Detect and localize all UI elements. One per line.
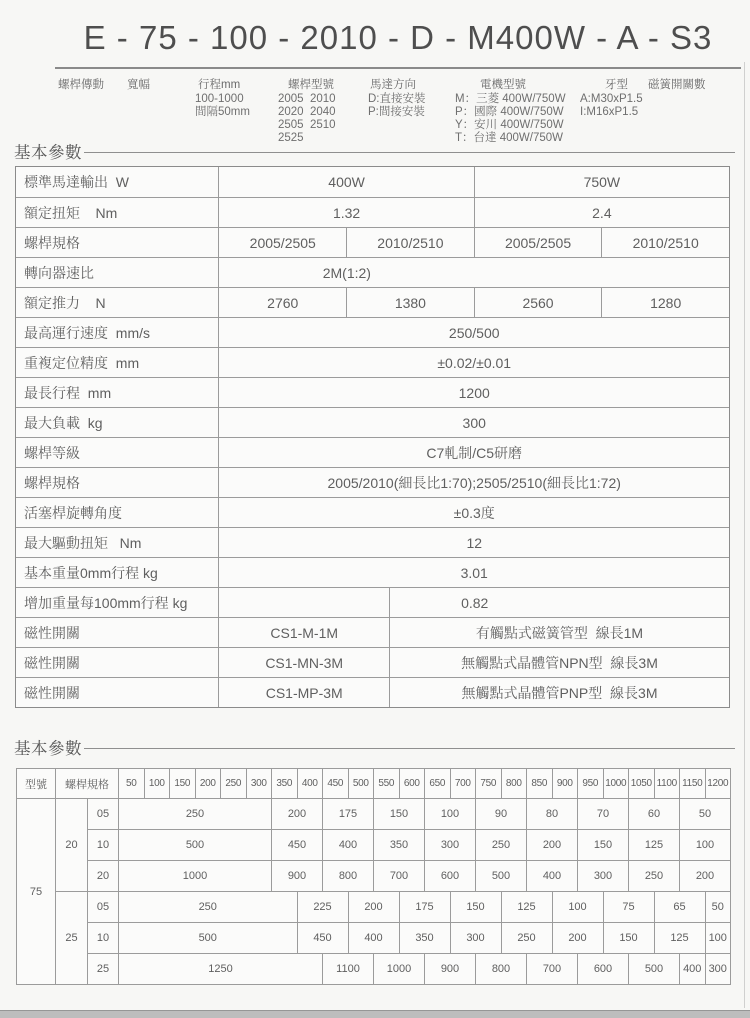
- legend-label-2: 行程mm: [198, 79, 241, 91]
- load-table-wrap: [16, 768, 731, 985]
- spec-row-label: 最大負載 kg: [24, 414, 103, 431]
- legend-label-7: 磁簧開關數: [648, 79, 706, 91]
- load-header-stroke: 900: [552, 769, 578, 799]
- load-value-cell: 500: [119, 923, 298, 954]
- spec-row-label: 螺桿規格: [24, 474, 80, 491]
- load-header-model: 型號: [17, 769, 56, 799]
- load-value-cell: 200: [272, 799, 323, 830]
- load-value-cell: 400: [527, 861, 578, 892]
- page-bottom-bar: [0, 1010, 750, 1018]
- load-pitch-cell: 25: [88, 954, 119, 985]
- legend-line: 2505 2510: [278, 119, 336, 131]
- load-value-cell: 125: [654, 923, 705, 954]
- spec-row-label: 活塞桿旋轉角度: [24, 504, 122, 521]
- load-pitch-cell: 10: [88, 923, 119, 954]
- spec-row: [16, 497, 729, 527]
- spec-row-label: 最大驅動扭矩 Nm: [24, 534, 142, 551]
- legend-line: M：三菱 400W/750W: [455, 93, 566, 105]
- load-value-cell: 350: [374, 830, 425, 861]
- load-value-cell: 150: [603, 923, 654, 954]
- load-value-cell: 300: [425, 830, 476, 861]
- load-table-row: [17, 799, 731, 830]
- load-value-cell: 175: [399, 892, 450, 923]
- legend-line: 2525: [278, 132, 304, 144]
- load-header-stroke: 1050: [629, 769, 655, 799]
- load-header-stroke: 750: [476, 769, 502, 799]
- load-value-cell: 65: [654, 892, 705, 923]
- legend-line: 100-1000: [195, 93, 244, 105]
- load-lead-cell: 20: [56, 799, 88, 892]
- spec-row: [16, 437, 729, 467]
- spec-row-label: 增加重量每100mm行程 kg: [24, 594, 188, 611]
- spec-row: [16, 647, 729, 677]
- load-value-cell: 700: [527, 954, 578, 985]
- load-header-stroke: 1100: [654, 769, 680, 799]
- load-header-stroke: 250: [221, 769, 247, 799]
- spec-row: [16, 557, 729, 587]
- spec-row-label: 磁性開關: [24, 654, 80, 671]
- load-value-cell: 250: [119, 892, 298, 923]
- load-header-stroke: 200: [195, 769, 221, 799]
- legend-line: A:M30xP1.5: [580, 93, 643, 105]
- load-value-cell: 900: [425, 954, 476, 985]
- spec-table: [15, 166, 730, 708]
- spec-cell: 2005/2505: [218, 228, 346, 257]
- spec-row-label: 額定推力 N: [24, 294, 106, 311]
- spec-cell: 1380: [346, 288, 474, 317]
- legend-line: 間隔50mm: [195, 106, 250, 118]
- spec-cell: 12: [218, 528, 729, 557]
- load-value-cell: 350: [399, 923, 450, 954]
- spec-row: [16, 377, 729, 407]
- spec-cell: 無觸點式晶體管NPN型 線長3M: [389, 648, 729, 677]
- load-table: [16, 768, 731, 985]
- spec-cell: [218, 258, 729, 287]
- load-header-stroke: 600: [399, 769, 425, 799]
- load-header-stroke: 850: [527, 769, 553, 799]
- legend-lines-5: [455, 93, 566, 145]
- load-value-cell: 1000: [119, 861, 272, 892]
- load-value-cell: 150: [578, 830, 629, 861]
- spec-row: [16, 347, 729, 377]
- load-header-stroke: 650: [425, 769, 451, 799]
- load-value-cell: 150: [450, 892, 501, 923]
- load-pitch-cell: 05: [88, 799, 119, 830]
- spec-cell: 2005/2010(細長比1:70);2505/2510(細長比1:72): [218, 468, 729, 497]
- spec-row-label: 磁性開關: [24, 624, 80, 641]
- spec-cell: ±0.3度: [218, 498, 729, 527]
- spec-row: [16, 167, 729, 197]
- load-value-cell: 50: [705, 892, 731, 923]
- legend-line: P:間接安裝: [368, 106, 425, 118]
- spec-row: [16, 467, 729, 497]
- spec-row: [16, 617, 729, 647]
- load-value-cell: 100: [552, 892, 603, 923]
- load-value-cell: 1100: [323, 954, 374, 985]
- spec-cell: 1.32: [218, 198, 473, 227]
- spec-cell: [389, 588, 729, 617]
- spec-cell: 2.4: [474, 198, 729, 227]
- spec-row: [16, 587, 729, 617]
- page-edge-line: [744, 62, 745, 1008]
- load-header-stroke: 350: [272, 769, 298, 799]
- legend-lines-2: [195, 93, 250, 119]
- load-header-stroke: 800: [501, 769, 527, 799]
- load-pitch-cell: 05: [88, 892, 119, 923]
- load-table-row: [17, 954, 731, 985]
- model-code-legend: [0, 0, 750, 150]
- legend-line: 2020 2040: [278, 106, 336, 118]
- spec-cell: 2760: [218, 288, 346, 317]
- load-value-cell: 60: [629, 799, 680, 830]
- spec-cell: 3.01: [218, 558, 729, 587]
- load-value-cell: 200: [527, 830, 578, 861]
- spec-row-label: 磁性開關: [24, 684, 80, 701]
- load-value-cell: 700: [374, 861, 425, 892]
- spec-row-label: 基本重量0mm行程 kg: [24, 564, 158, 581]
- spec-cell: 無觸點式晶體管PNP型 線長3M: [389, 678, 729, 707]
- load-value-cell: 400: [348, 923, 399, 954]
- load-value-cell: 100: [680, 830, 731, 861]
- spec-cell: 250/500: [218, 318, 729, 347]
- load-value-cell: 1000: [374, 954, 425, 985]
- load-value-cell: 125: [501, 892, 552, 923]
- spec-row: [16, 287, 729, 317]
- legend-lines-3: [278, 93, 336, 145]
- legend-line: P：國際 400W/750W: [455, 106, 564, 118]
- load-value-cell: 175: [323, 799, 374, 830]
- load-header-stroke: 400: [297, 769, 323, 799]
- spec-row: [16, 227, 729, 257]
- legend-label-3: 螺桿型號: [288, 79, 334, 91]
- spec-cell: [218, 588, 389, 617]
- spec-cell: 300: [218, 408, 729, 437]
- load-pitch-cell: 20: [88, 861, 119, 892]
- load-value-cell: 1250: [119, 954, 323, 985]
- spec-row-label: 轉向器速比: [24, 264, 94, 281]
- load-value-cell: 300: [705, 954, 731, 985]
- spec-cell: 2010/2510: [601, 228, 729, 257]
- load-header-stroke: 450: [323, 769, 349, 799]
- legend-line: I:M16xP1.5: [580, 106, 639, 118]
- spec-row-label: 重複定位精度 mm: [24, 354, 140, 371]
- load-header-stroke: 950: [578, 769, 604, 799]
- load-value-cell: 300: [578, 861, 629, 892]
- load-value-cell: 100: [705, 923, 731, 954]
- spec-cell-value: 0.82: [461, 594, 489, 611]
- load-value-cell: 100: [425, 799, 476, 830]
- load-value-cell: 400: [323, 830, 374, 861]
- load-header-stroke: 300: [246, 769, 272, 799]
- spec-cell: C7軋制/C5研磨: [218, 438, 729, 467]
- legend-label-1: 寬幅: [127, 79, 150, 91]
- load-header-stroke: 1150: [680, 769, 706, 799]
- load-lead-cell: 25: [56, 892, 88, 985]
- legend-label-0: 螺桿傳動: [58, 79, 104, 91]
- spec-cell: 1200: [218, 378, 729, 407]
- spec-cell: ±0.02/±0.01: [218, 348, 729, 377]
- load-value-cell: 200: [680, 861, 731, 892]
- load-value-cell: 90: [476, 799, 527, 830]
- load-header-stroke: 100: [144, 769, 170, 799]
- load-pitch-cell: 10: [88, 830, 119, 861]
- load-value-cell: 250: [501, 923, 552, 954]
- spec-cell: 400W: [218, 167, 473, 197]
- legend-line: T：台達 400W/750W: [455, 132, 563, 144]
- spec-row: [16, 527, 729, 557]
- load-value-cell: 800: [476, 954, 527, 985]
- load-header-stroke: 1200: [705, 769, 731, 799]
- load-table-row: [17, 830, 731, 861]
- model-code-title: E - 75 - 100 - 2010 - D - M400W - A - S3: [83, 19, 713, 56]
- load-value-cell: 600: [578, 954, 629, 985]
- spec-cell: 有觸點式磁簧管型 線長1M: [389, 618, 729, 647]
- spec-row: [16, 407, 729, 437]
- legend-line: Y：安川 400W/750W: [455, 119, 564, 131]
- load-header-stroke: 50: [119, 769, 145, 799]
- load-header-stroke: 150: [170, 769, 196, 799]
- section-heading-basic-params-1: 基本參數: [14, 144, 82, 162]
- load-value-cell: 600: [425, 861, 476, 892]
- section-rule-2: [84, 748, 735, 749]
- legend-label-4: 馬達方向: [370, 79, 416, 91]
- load-value-cell: 800: [323, 861, 374, 892]
- load-value-cell: 70: [578, 799, 629, 830]
- spec-cell: 2005/2505: [474, 228, 602, 257]
- spec-cell: 1280: [601, 288, 729, 317]
- load-value-cell: 450: [297, 923, 348, 954]
- load-table-row: [17, 923, 731, 954]
- load-header-stroke: 500: [348, 769, 374, 799]
- load-value-cell: 200: [348, 892, 399, 923]
- load-value-cell: 80: [527, 799, 578, 830]
- load-value-cell: 250: [476, 830, 527, 861]
- spec-cell: 2010/2510: [346, 228, 474, 257]
- spec-cell: CS1-MN-3M: [218, 648, 389, 677]
- load-value-cell: 200: [552, 923, 603, 954]
- load-value-cell: 500: [476, 861, 527, 892]
- spec-row-label: 螺桿規格: [24, 234, 80, 251]
- load-header-stroke: 550: [374, 769, 400, 799]
- spec-row-label: 標準馬達輸出 W: [24, 174, 129, 190]
- spec-cell: 2560: [474, 288, 602, 317]
- load-model-cell: 75: [17, 799, 56, 985]
- legend-lines-6: [580, 93, 643, 119]
- legend-label-6: 牙型: [605, 79, 628, 91]
- load-value-cell: 250: [629, 861, 680, 892]
- load-value-cell: 500: [119, 830, 272, 861]
- load-table-row: [17, 892, 731, 923]
- load-value-cell: 125: [629, 830, 680, 861]
- load-value-cell: 50: [680, 799, 731, 830]
- spec-cell: CS1-M-1M: [218, 618, 389, 647]
- load-value-cell: 250: [119, 799, 272, 830]
- legend-label-5: 電機型號: [480, 79, 526, 91]
- load-header-stroke: 1000: [603, 769, 629, 799]
- load-value-cell: 900: [272, 861, 323, 892]
- spec-row-label: 螺桿等級: [24, 444, 80, 461]
- load-table-row: [17, 861, 731, 892]
- spec-cell: 750W: [474, 167, 729, 197]
- spec-cell: CS1-MP-3M: [218, 678, 389, 707]
- spec-row: [16, 257, 729, 287]
- spec-row: [16, 317, 729, 347]
- load-value-cell: 300: [450, 923, 501, 954]
- load-value-cell: 75: [603, 892, 654, 923]
- load-value-cell: 450: [272, 830, 323, 861]
- spec-row-label: 最高運行速度 mm/s: [24, 324, 150, 341]
- load-value-cell: 225: [297, 892, 348, 923]
- legend-line: D:直接安裝: [368, 93, 426, 105]
- section-rule-1: [84, 152, 735, 153]
- spec-row: [16, 197, 729, 227]
- load-value-cell: 500: [629, 954, 680, 985]
- load-value-cell: 150: [374, 799, 425, 830]
- spec-row-label: 最長行程 mm: [24, 384, 112, 401]
- spec-row: [16, 677, 729, 707]
- load-header-stroke: 700: [450, 769, 476, 799]
- spec-row-label: 額定扭矩 Nm: [24, 204, 118, 221]
- load-header-screw-spec: 螺桿規格: [56, 769, 119, 799]
- legend-lines-4: [368, 93, 426, 119]
- spec-cell-value: 2M(1:2): [322, 264, 371, 281]
- load-value-cell: 400: [680, 954, 706, 985]
- section-heading-basic-params-2: 基本參數: [14, 740, 82, 758]
- legend-line: 2005 2010: [278, 93, 336, 105]
